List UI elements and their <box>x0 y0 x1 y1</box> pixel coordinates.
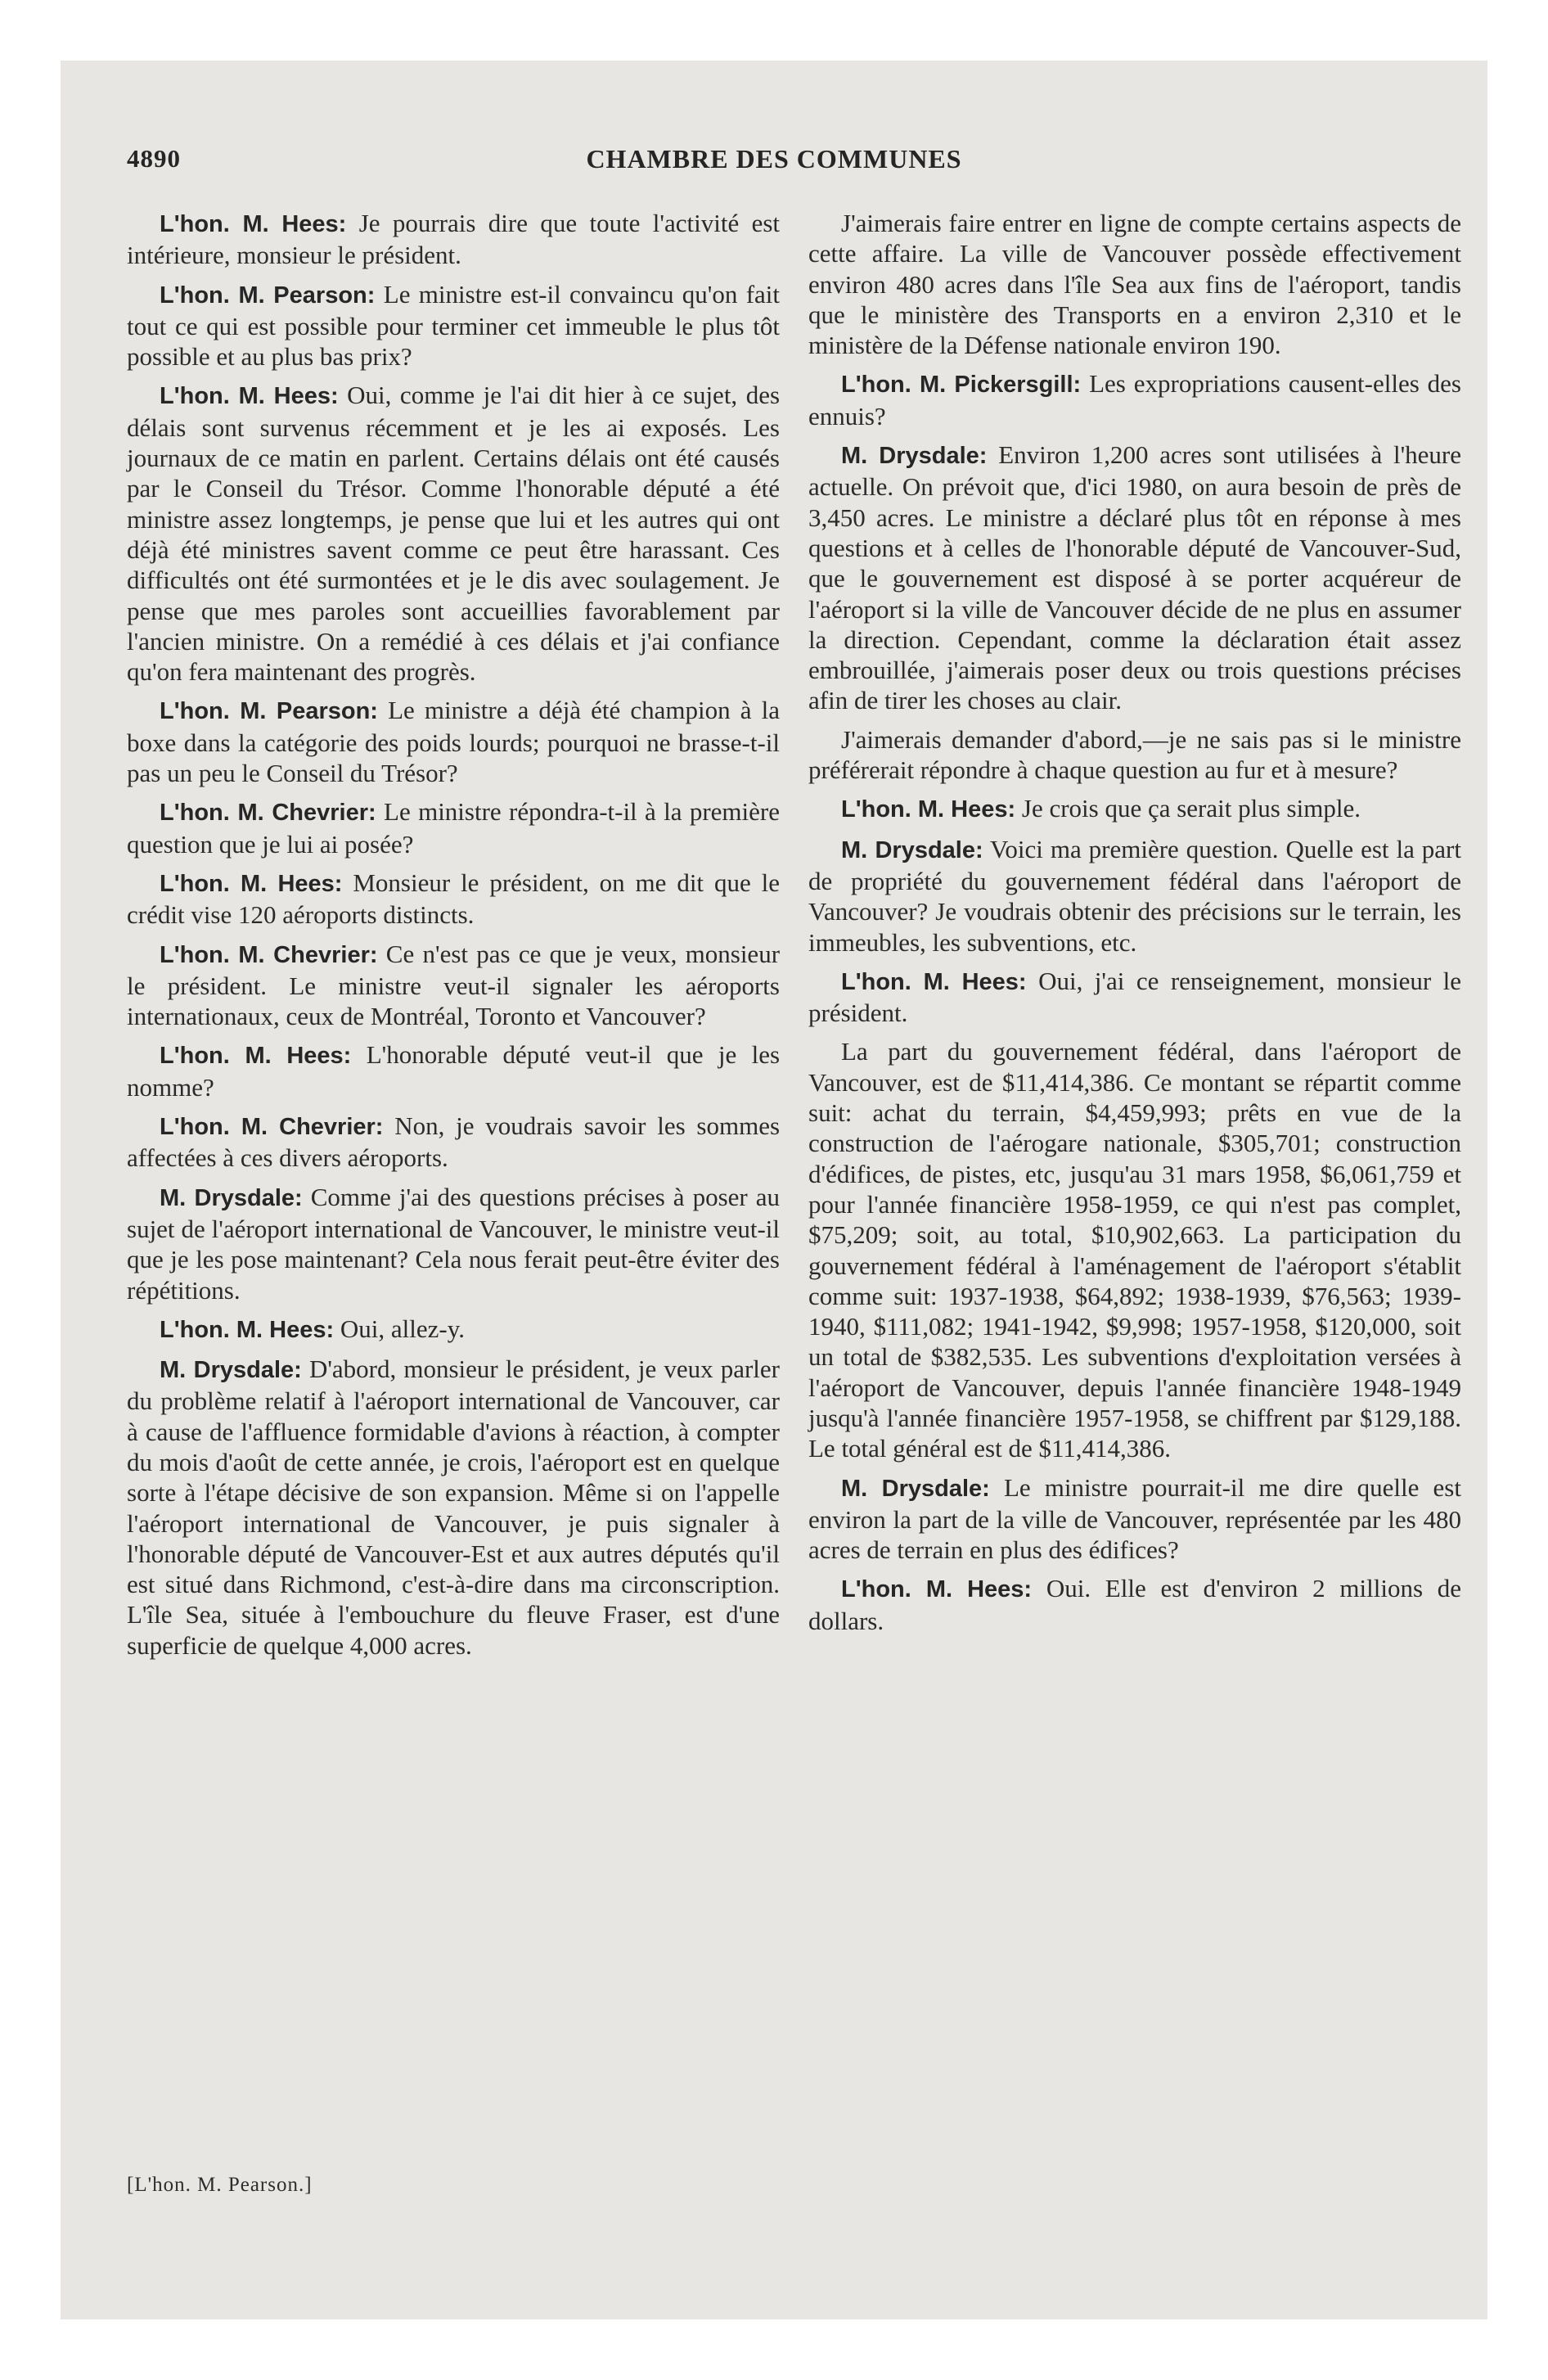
paragraph-text: Oui, j'ai ce renseignement, monsieur le président. <box>808 966 1462 1028</box>
paragraph <box>127 796 780 859</box>
page-number: 4890 <box>127 144 181 173</box>
speaker-name: M. Drysdale: <box>160 1184 303 1211</box>
paragraph <box>127 1354 780 1661</box>
speaker-name: L'hon. M. Pearson: <box>160 698 378 725</box>
paragraph-text: L'honorable député veut-il que je les nomme? <box>127 1040 781 1102</box>
speaker-name: L'hon. M. Hees: <box>160 870 343 897</box>
paragraph <box>127 695 780 788</box>
paragraph <box>808 208 1461 360</box>
paragraph-text: Les expropriations causent-elles des ennuis? <box>808 369 1461 430</box>
speaker-name: M. Drysdale: <box>841 836 983 863</box>
speaker-name: L'hon. M. Hees: <box>160 1316 335 1343</box>
paragraph-text: Ce n'est pas ce que je veux, monsieur le président. Le ministre veut-il signaler les aéroports internationaux, ceux de Montréal, Toronto et Vancouver? <box>127 939 781 1031</box>
paragraph-text: Non, je voudrais savoir les sommes affectées à ces divers aéroports. <box>127 1111 781 1173</box>
speaker-name: L'hon. M. Pearson: <box>160 282 376 309</box>
paragraph-text: Oui. Elle est d'environ 2 millions de dollars. <box>808 1574 1461 1635</box>
paragraph <box>808 368 1461 431</box>
paragraph <box>808 724 1461 786</box>
speaker-name: L'hon. M. Hees: <box>841 968 1027 995</box>
paragraph <box>808 966 1461 1029</box>
paragraph <box>808 1573 1461 1636</box>
speaker-name: L'hon. M. Pickersgill: <box>841 372 1082 399</box>
paragraph <box>808 439 1461 716</box>
paragraph <box>808 834 1461 958</box>
paragraph-text: Le ministre a déjà été champion à la boxe dans la catégorie des poids lourds; pourquoi ne brasse-t-il pas un peu le Conseil du Trésor? <box>127 696 780 788</box>
paragraph-text: Je crois que ça serait plus simple. <box>1021 794 1361 823</box>
speaker-name: L'hon. M. Hees: <box>841 1576 1033 1603</box>
speaker-name: L'hon. M. Hees: <box>160 211 347 237</box>
paragraph <box>808 793 1461 825</box>
page-header <box>127 144 1421 185</box>
footer-note: [L'hon. M. Pearson.] <box>127 2174 313 2196</box>
paragraph <box>127 868 780 931</box>
paragraph <box>127 1111 780 1174</box>
paragraph-text: Environ 1,200 acres sont utilisées à l'heure actuelle. On prévoit que, d'ici 1980, on aura besoin de près de 3,450 acres. Le ministre a déclaré plus tôt en réponse à mes questions et à celles de l'honorable député de Vancouver-Sud, que le gouvernement est disposé à se porter acquéreur de l'aéroport si la ville de Vancouver décide de ne plus en assumer la direction. Cependant, comme la déclaration était assez embrouillée, j'aimerais poser deux ou trois questions précises afin de tirer les choses au clair. <box>808 440 1461 715</box>
paragraph <box>127 939 780 1032</box>
paragraph <box>808 1472 1461 1566</box>
paragraph-text: Voici ma première question. Quelle est la part de propriété du gouvernement fédéral dans l'aéroport de Vancouver? Je voudrais obtenir des précisions sur le terrain, les immeubles, les subventions, etc. <box>808 834 1461 957</box>
paragraph-text: Oui, comme je l'ai dit hier à ce sujet, des délais sont survenus récemment et je les ai exposés. Les journaux de ce matin en parlent. Certains délais ont été causés par le Conseil du Trésor. Comme l'honorable député a été ministre assez longtemps, je pense que lui et les autres qui ont déjà été ministres savent comme ce peut être harassant. Ces difficultés ont été surmontées et je le dis avec soulagement. Je pense que mes paroles sont accueillies favorablement par l'ancien ministre. On a remédié à ces délais et j'ai confiance qu'on fera maintenant des progrès. <box>127 381 781 687</box>
left-column <box>127 208 780 1669</box>
paragraph-text: Monsieur le président, on me dit que le crédit vise 120 aéroports distincts. <box>127 868 780 930</box>
speaker-name: L'hon. M. Hees: <box>841 796 1016 823</box>
paragraph <box>127 1182 780 1305</box>
paragraph <box>127 208 780 271</box>
paragraph <box>127 380 780 687</box>
running-head-title: CHAMBRE DES COMMUNES <box>586 144 962 174</box>
speaker-name: M. Drysdale: <box>841 443 988 470</box>
paragraph-text: La part du gouvernement fédéral, dans l'aéroport de Vancouver, est de $11,414,386. Ce montant se répartit comme suit: achat du terrain, $4,459,993; prêts en vue de la construction de l'aérogare nationale, $305,701; construction d'édifices, de pistes, etc, jusqu'au 31 mars 1958, $6,061,759 et pour l'année financière 1958-1959, ce qui n'est pas complet, $75,209; soit, au total, $10,902,663. La participation du gouvernement fédéral à l'aménagement de l'aéroport s'établit comme suit: 1937-1938, $64,892; 1938-1939, $76,563; 1939-1940, $111,082; 1941-1942, $9,998; 1957-1958, $120,000, soit un total de $382,535. Les subventions d'exploitation versées à l'aéroport de Vancouver, depuis l'année financière 1948-1949 jusqu'à l'année financière 1957-1958, se chiffrent par $129,188. Le total général est de $11,414,386. <box>808 1037 1461 1463</box>
speaker-name: L'hon. M. Hees: <box>160 1043 352 1070</box>
speaker-name: L'hon. M. Chevrier: <box>160 941 378 968</box>
paragraph-text: Je pourrais dire que toute l'activité est intérieure, monsieur le président. <box>127 209 781 270</box>
speaker-name: L'hon. M. Chevrier: <box>160 800 376 827</box>
paragraph-text: D'abord, monsieur le président, je veux parler du problème relatif à l'aéroport international de Vancouver, car à cause de l'affluence formidable d'avions à réaction, à compter du mois d'août de cette année, je crois, l'aéroport est en quelque sorte à l'étape décisive de son expansion. Même si on l'appelle l'aéroport international de Vancouver, je puis signaler à l'honorable député de Vancouver-Est et aux autres députés qu'il est situé dans Richmond, c'est-à-dire dans ma circonscription. L'île Sea, située à l'embouchure du fleuve Fraser, est d'une superficie de quelque 4,000 acres. <box>127 1355 780 1660</box>
paragraph <box>127 1039 780 1102</box>
paragraph-text: Oui, allez-y. <box>340 1314 465 1343</box>
speaker-name: M. Drysdale: <box>841 1475 990 1502</box>
paragraph-text: Le ministre pourrait-il me dire quelle est environ la part de la ville de Vancouver, représentée par les 480 acres de terrain en plus des édifices? <box>808 1472 1461 1565</box>
paragraph-text: Comme j'ai des questions précises à poser au sujet de l'aéroport international de Vancouver, le ministre veut-il que je les pose maintenant? Cela nous ferait peut-être éviter des répétitions. <box>127 1182 780 1305</box>
paragraph-text: Le ministre répondra-t-il à la première question que je lui ai posée? <box>127 797 781 859</box>
speaker-name: L'hon. M. Hees: <box>160 383 339 410</box>
speaker-name: M. Drysdale: <box>160 1357 302 1384</box>
paragraph <box>127 1314 780 1346</box>
paragraph <box>127 279 780 372</box>
paragraph-text: Le ministre est-il convaincu qu'on fait tout ce qui est possible pour terminer cet immeuble le plus tôt possible et au plus bas prix? <box>127 279 781 372</box>
right-column <box>808 208 1461 1644</box>
paragraph-text: J'aimerais demander d'abord,—je ne sais pas si le ministre préférerait répondre à chaque question au fur et à mesure? <box>808 724 1461 785</box>
paragraph-text: J'aimerais faire entrer en ligne de compte certains aspects de cette affaire. La ville de Vancouver possède effectivement environ 480 acres dans l'île Sea aux fins de l'aéroport, tandis que le ministère des Transports en a environ 2,310 et le ministère de la Défense nationale environ 190. <box>808 209 1461 360</box>
speaker-name: L'hon. M. Chevrier: <box>160 1114 384 1141</box>
paragraph <box>808 1036 1461 1463</box>
